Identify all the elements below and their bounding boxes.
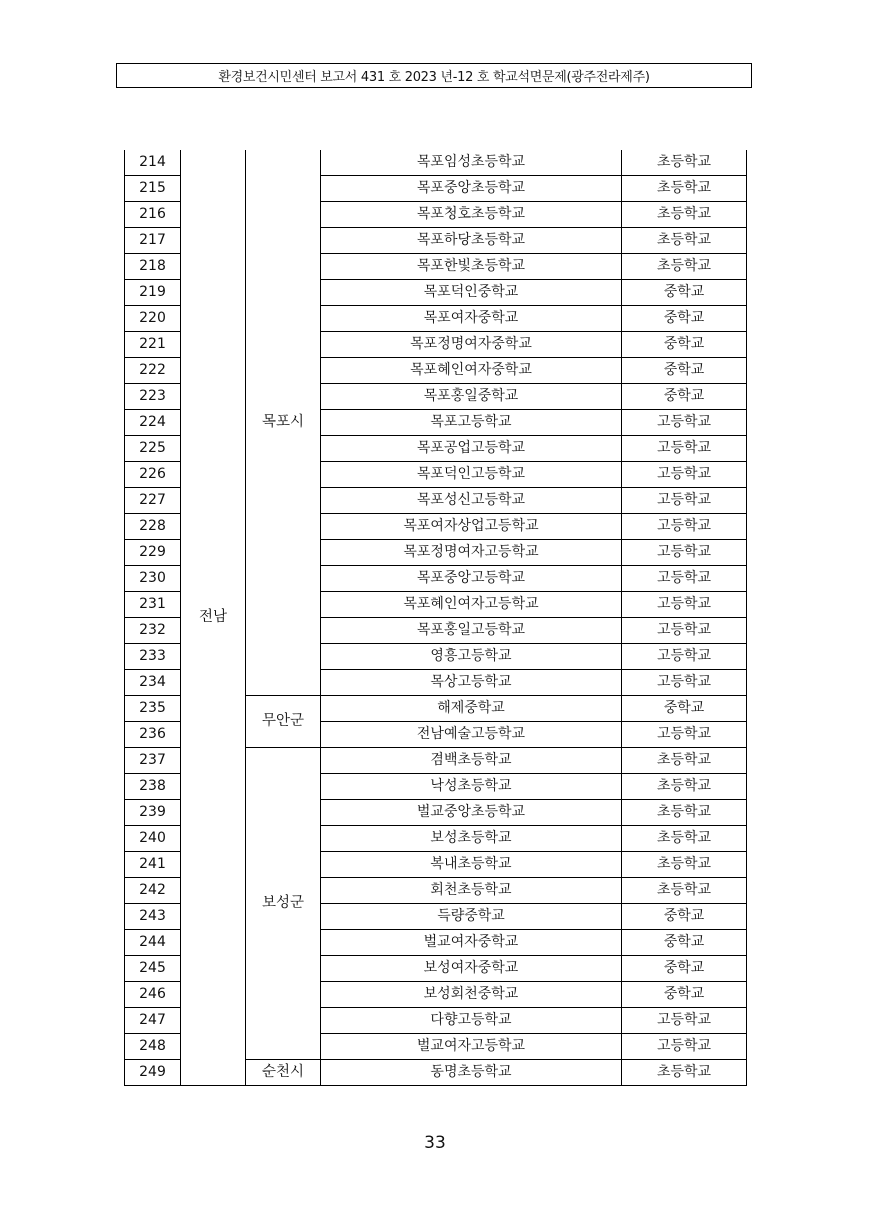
row-number: 246: [125, 982, 181, 1008]
school-type: 초등학교: [622, 774, 747, 800]
row-number: 232: [125, 618, 181, 644]
region-cell: 전남: [181, 150, 246, 1086]
row-number: 248: [125, 1034, 181, 1060]
school-name: 다향고등학교: [321, 1008, 622, 1034]
school-name: 영흥고등학교: [321, 644, 622, 670]
school-name: 목포정명여자중학교: [321, 332, 622, 358]
row-number: 220: [125, 306, 181, 332]
school-type: 초등학교: [622, 254, 747, 280]
row-number: 224: [125, 410, 181, 436]
school-type: 고등학교: [622, 488, 747, 514]
school-name: 동명초등학교: [321, 1060, 622, 1086]
school-name: 겸백초등학교: [321, 748, 622, 774]
school-name: 회천초등학교: [321, 878, 622, 904]
school-name: 복내초등학교: [321, 852, 622, 878]
school-name: 목포혜인여자중학교: [321, 358, 622, 384]
school-name: 목포중앙고등학교: [321, 566, 622, 592]
school-name: 전남예술고등학교: [321, 722, 622, 748]
school-type: 고등학교: [622, 566, 747, 592]
school-name: 벌교여자중학교: [321, 930, 622, 956]
row-number: 235: [125, 696, 181, 722]
row-number: 243: [125, 904, 181, 930]
school-type: 중학교: [622, 930, 747, 956]
row-number: 215: [125, 176, 181, 202]
row-number: 221: [125, 332, 181, 358]
row-number: 234: [125, 670, 181, 696]
school-type: 초등학교: [622, 878, 747, 904]
school-type: 고등학교: [622, 462, 747, 488]
school-type: 고등학교: [622, 592, 747, 618]
school-name: 목포혜인여자고등학교: [321, 592, 622, 618]
city-cell: 목포시: [246, 150, 321, 696]
school-name: 목포여자상업고등학교: [321, 514, 622, 540]
row-number: 247: [125, 1008, 181, 1034]
school-name: 보성초등학교: [321, 826, 622, 852]
school-type: 고등학교: [622, 1008, 747, 1034]
school-name: 목포하당초등학교: [321, 228, 622, 254]
school-type: 중학교: [622, 306, 747, 332]
row-number: 245: [125, 956, 181, 982]
row-number: 227: [125, 488, 181, 514]
city-cell: 무안군: [246, 696, 321, 748]
row-number: 240: [125, 826, 181, 852]
school-type: 중학교: [622, 982, 747, 1008]
school-type: 초등학교: [622, 800, 747, 826]
school-type: 중학교: [622, 696, 747, 722]
school-type: 중학교: [622, 332, 747, 358]
school-type: 중학교: [622, 904, 747, 930]
school-name: 목포고등학교: [321, 410, 622, 436]
school-name: 목포여자중학교: [321, 306, 622, 332]
school-type: 초등학교: [622, 176, 747, 202]
row-number: 228: [125, 514, 181, 540]
school-type: 중학교: [622, 280, 747, 306]
city-cell: 순천시: [246, 1060, 321, 1086]
row-number: 236: [125, 722, 181, 748]
row-number: 244: [125, 930, 181, 956]
school-name: 보성회천중학교: [321, 982, 622, 1008]
row-number: 241: [125, 852, 181, 878]
school-name: 목포공업고등학교: [321, 436, 622, 462]
school-name: 해제중학교: [321, 696, 622, 722]
school-name: 득량중학교: [321, 904, 622, 930]
school-name: 목포청호초등학교: [321, 202, 622, 228]
row-number: 218: [125, 254, 181, 280]
school-type: 초등학교: [622, 228, 747, 254]
school-name: 보성여자중학교: [321, 956, 622, 982]
row-number: 233: [125, 644, 181, 670]
row-number: 219: [125, 280, 181, 306]
row-number: 231: [125, 592, 181, 618]
school-name: 목포임성초등학교: [321, 150, 622, 176]
school-name: 목포성신고등학교: [321, 488, 622, 514]
school-type: 고등학교: [622, 540, 747, 566]
school-type: 초등학교: [622, 1060, 747, 1086]
row-number: 249: [125, 1060, 181, 1086]
school-type: 고등학교: [622, 514, 747, 540]
school-name: 목포덕인중학교: [321, 280, 622, 306]
row-number: 226: [125, 462, 181, 488]
school-table-body: [125, 150, 747, 1086]
school-type: 고등학교: [622, 436, 747, 462]
row-number: 237: [125, 748, 181, 774]
report-header: [116, 63, 752, 88]
page-number: 33: [424, 1133, 446, 1153]
row-number: 222: [125, 358, 181, 384]
row-number: 216: [125, 202, 181, 228]
school-type: 중학교: [622, 384, 747, 410]
school-name: 목포한빛초등학교: [321, 254, 622, 280]
school-type: 중학교: [622, 358, 747, 384]
school-type: 초등학교: [622, 150, 747, 176]
school-type: 초등학교: [622, 852, 747, 878]
school-type: 고등학교: [622, 410, 747, 436]
row-number: 223: [125, 384, 181, 410]
school-type: 고등학교: [622, 618, 747, 644]
row-number: 238: [125, 774, 181, 800]
school-name: 벌교여자고등학교: [321, 1034, 622, 1060]
school-type: 초등학교: [622, 202, 747, 228]
school-name: 목포덕인고등학교: [321, 462, 622, 488]
school-table: [124, 150, 747, 1086]
row-number: 242: [125, 878, 181, 904]
row-number: 230: [125, 566, 181, 592]
school-name: 목포홍일고등학교: [321, 618, 622, 644]
school-name: 목포정명여자고등학교: [321, 540, 622, 566]
row-number: 225: [125, 436, 181, 462]
school-type: 초등학교: [622, 748, 747, 774]
school-type: 고등학교: [622, 1034, 747, 1060]
school-name: 목포홍일중학교: [321, 384, 622, 410]
row-number: 229: [125, 540, 181, 566]
school-name: 낙성초등학교: [321, 774, 622, 800]
school-type: 중학교: [622, 956, 747, 982]
row-number: 239: [125, 800, 181, 826]
school-type: 초등학교: [622, 826, 747, 852]
school-type: 고등학교: [622, 644, 747, 670]
school-type: 고등학교: [622, 670, 747, 696]
report-title: 환경보건시민센터 보고서 431 호 2023 년-12 호 학교석면문제(광주전라제주): [218, 70, 650, 85]
school-type: 고등학교: [622, 722, 747, 748]
school-name: 목상고등학교: [321, 670, 622, 696]
row-number: 217: [125, 228, 181, 254]
school-name: 목포중앙초등학교: [321, 176, 622, 202]
school-name: 벌교중앙초등학교: [321, 800, 622, 826]
row-number: 214: [125, 150, 181, 176]
city-cell: 보성군: [246, 748, 321, 1060]
table-row: [125, 150, 747, 176]
